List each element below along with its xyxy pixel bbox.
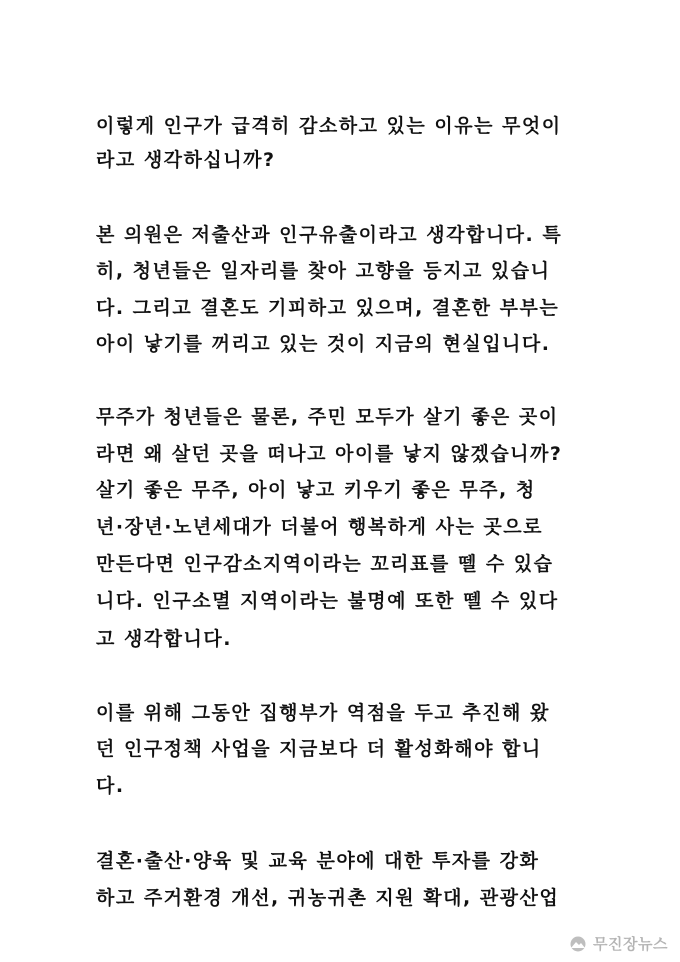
text-line: 년·장년·노년세대가 더불어 행복하게 사는 곳으로 bbox=[96, 516, 543, 538]
text-line: 던 인구정책 사업을 지금보다 더 활성화해야 합니 bbox=[96, 738, 542, 760]
watermark-text: 무진장뉴스 bbox=[593, 935, 668, 953]
text-line: 무주가 청년들은 물론, 주민 모두가 살기 좋은 곳이 bbox=[96, 406, 559, 428]
text-line: 결혼·출산·양육 및 교육 분야에 대한 투자를 강화 bbox=[96, 850, 540, 872]
text-line: 고 생각합니다. bbox=[96, 628, 232, 650]
text-line: 본 의원은 저출산과 인구유출이라고 생각합니다. 특 bbox=[96, 224, 563, 246]
text-line: 만든다면 인구감소지역이라는 꼬리표를 뗄 수 있습 bbox=[96, 553, 554, 575]
text-line: 다. bbox=[96, 775, 125, 797]
text-line: 이렇게 인구가 급격히 감소하고 있는 이유는 무엇이 bbox=[96, 115, 562, 137]
text-line: 살기 좋은 무주, 아이 낳고 키우기 좋은 무주, 청 bbox=[96, 479, 536, 501]
watermark bbox=[567, 933, 668, 954]
text-line: 니다. 인구소멸 지역이라는 불명예 또한 뗄 수 있다 bbox=[96, 590, 559, 612]
text-line: 아이 낳기를 꺼리고 있는 것이 지금의 현실입니다. bbox=[96, 333, 551, 355]
text-line: 히, 청년들은 일자리를 찾아 고향을 등지고 있습니 bbox=[96, 260, 551, 282]
text-line: 다. 그리고 결혼도 기피하고 있으며, 결혼한 부부는 bbox=[96, 297, 560, 319]
text-line: 라고 생각하십니까? bbox=[96, 149, 276, 171]
text-line: 하고 주거환경 개선, 귀농귀촌 지원 확대, 관광산업 bbox=[96, 887, 560, 909]
mountain-logo-icon bbox=[567, 936, 589, 952]
text-line: 라면 왜 살던 곳을 떠나고 아이를 낳지 않겠습니까? bbox=[96, 443, 563, 465]
text-line: 이를 위해 그동안 집행부가 역점을 두고 추진해 왔 bbox=[96, 702, 550, 724]
